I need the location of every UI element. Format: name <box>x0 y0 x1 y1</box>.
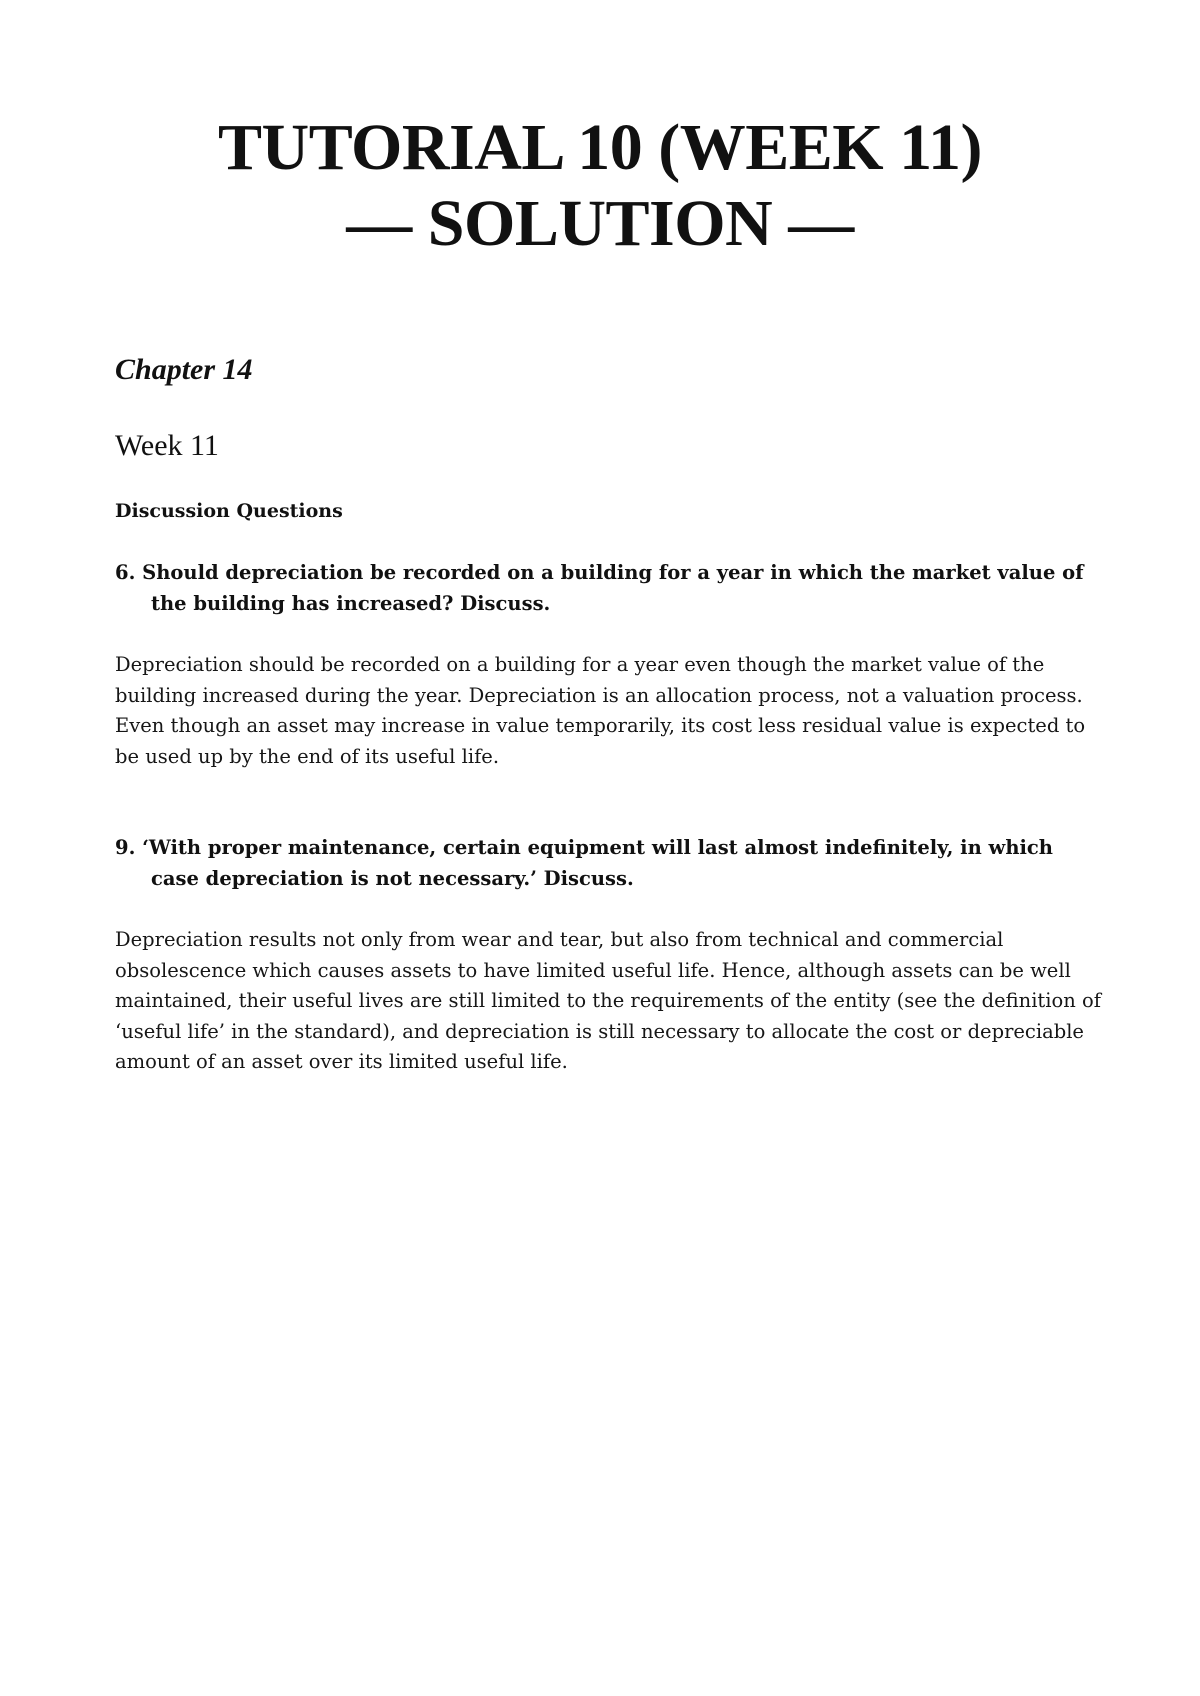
page-title-line-1: TUTORIAL 10 (WEEK 11) <box>218 111 982 184</box>
chapter-heading: Chapter 14 <box>115 353 253 386</box>
page-title <box>0 110 1200 262</box>
page-title-line-2: — SOLUTION — <box>346 187 854 260</box>
question-6: 6. Should depreciation be recorded on a building for a year in which the market value of the building has increased? Discuss. <box>115 561 1084 615</box>
week-heading: Week 11 <box>115 429 219 462</box>
question-9: 9. ‘With proper maintenance, certain equipment will last almost indefinitely, in which case depreciation is not necessary.’ Discuss. <box>115 836 1053 890</box>
answer-9: Depreciation results not only from wear and tear, but also from technical and commercial obsolescence which causes assets to have limited useful life. Hence, although assets can be well maintained, their useful lives are still limited to the requirements of the entity (see the definition of ‘useful life’ in the standard), and depreciation is still necessary to allocate the cost or depreciable amount of an asset over its limited useful life. <box>115 928 1101 1073</box>
section-heading: Discussion Questions <box>115 500 343 522</box>
answer-6: Depreciation should be recorded on a building for a year even though the market value of the building increased during the year. Depreciation is an allocation process, not a valuation process. Even though an asset may increase in value temporarily, its cost less residual value is expected to be used up by the end of its useful life. <box>115 653 1086 768</box>
